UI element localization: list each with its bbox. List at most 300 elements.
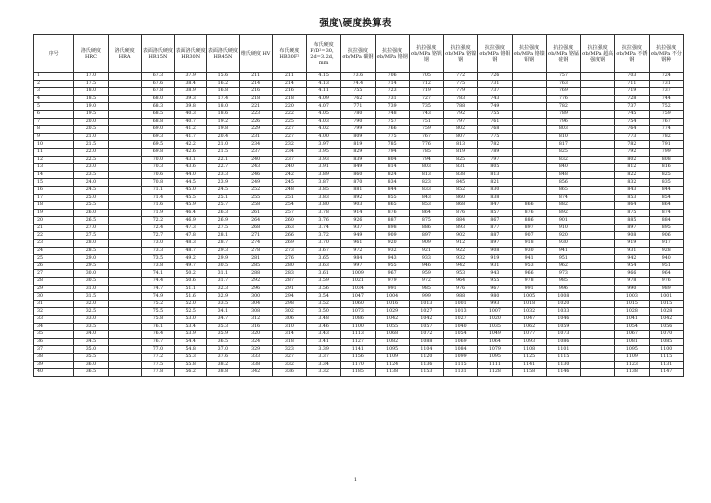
table-cell: 775 bbox=[444, 80, 478, 88]
table-cell: 848 bbox=[546, 171, 580, 179]
table-cell: 23.0 bbox=[74, 164, 108, 172]
table-cell: 310 bbox=[272, 323, 306, 331]
table-cell: 737 bbox=[649, 88, 683, 96]
table-cell: 14 bbox=[34, 171, 74, 179]
table-cell: 844 bbox=[375, 186, 409, 194]
table-cell: 3.46 bbox=[307, 323, 341, 331]
table-cell: 28.5 bbox=[74, 247, 108, 255]
table-cell: 797 bbox=[444, 118, 478, 126]
table-cell: 220 bbox=[272, 103, 306, 111]
table-cell: 54.8 bbox=[175, 346, 207, 354]
table-cell: 942 bbox=[615, 255, 649, 263]
table-cell: 1095 bbox=[478, 353, 512, 361]
table-row bbox=[34, 232, 684, 240]
table-cell bbox=[581, 148, 615, 156]
table-cell bbox=[512, 133, 546, 141]
table-cell: 803 bbox=[546, 126, 580, 134]
table-cell: 860 bbox=[444, 194, 478, 202]
table-cell: 864 bbox=[649, 202, 683, 210]
table-cell: 32.9 bbox=[207, 293, 239, 301]
table-cell: 1042 bbox=[409, 316, 443, 324]
table-cell: 283 bbox=[272, 270, 306, 278]
table-cell bbox=[581, 224, 615, 232]
table-cell: 10 bbox=[34, 141, 74, 149]
table-cell bbox=[581, 232, 615, 240]
table-cell: 943 bbox=[375, 255, 409, 263]
table-cell: 38.4 bbox=[175, 80, 207, 88]
table-cell bbox=[581, 164, 615, 172]
table-cell: 829 bbox=[341, 148, 375, 156]
table-cell bbox=[512, 148, 546, 156]
table-cell: 38 bbox=[34, 353, 74, 361]
table-cell: 3.61 bbox=[307, 270, 341, 278]
table-cell: 31.0 bbox=[74, 285, 108, 293]
table-cell: 1077 bbox=[512, 331, 546, 339]
table-cell: 268 bbox=[239, 224, 272, 232]
table-cell bbox=[581, 95, 615, 103]
table-cell bbox=[108, 202, 141, 210]
table-cell bbox=[108, 361, 141, 369]
table-cell: 719 bbox=[409, 88, 443, 96]
table-cell: 252 bbox=[239, 186, 272, 194]
table-cell: 1005 bbox=[512, 293, 546, 301]
table-cell: 254 bbox=[272, 202, 306, 210]
table-cell bbox=[581, 285, 615, 293]
table-cell: 22.1 bbox=[207, 156, 239, 164]
table-cell: 246 bbox=[239, 171, 272, 179]
table-cell: 830 bbox=[478, 186, 512, 194]
table-cell: 1130 bbox=[546, 361, 580, 369]
table-cell: 769 bbox=[546, 88, 580, 96]
table-cell: 789 bbox=[546, 110, 580, 118]
table-cell: 757 bbox=[375, 118, 409, 126]
table-cell: 71.1 bbox=[141, 186, 174, 194]
table-cell: 964 bbox=[444, 278, 478, 286]
table-cell: 1013 bbox=[444, 308, 478, 316]
table-cell: 52.5 bbox=[175, 308, 207, 316]
table-cell: 4.02 bbox=[307, 126, 341, 134]
table-cell: 748 bbox=[375, 110, 409, 118]
table-cell bbox=[108, 217, 141, 225]
table-cell: 1185 bbox=[341, 369, 375, 377]
table-row bbox=[34, 224, 684, 232]
table-cell: 1018 bbox=[512, 300, 546, 308]
table-cell: 73.0 bbox=[141, 240, 174, 248]
table-cell: 32.3 bbox=[207, 285, 239, 293]
table-cell: 1141 bbox=[512, 361, 546, 369]
table-cell: 909 bbox=[409, 240, 443, 248]
table-cell: 218 bbox=[239, 95, 272, 103]
table-cell: 34.7 bbox=[207, 316, 239, 324]
table-cell: 1115 bbox=[546, 353, 580, 361]
table-cell: 35.5 bbox=[74, 353, 108, 361]
table-cell: 774 bbox=[649, 126, 683, 134]
table-row bbox=[34, 164, 684, 172]
table-cell: 29.9 bbox=[207, 255, 239, 263]
table-cell: 3.52 bbox=[307, 300, 341, 308]
table-cell: 22.0 bbox=[74, 148, 108, 156]
table-cell: 298 bbox=[272, 300, 306, 308]
table-cell: 886 bbox=[512, 217, 546, 225]
column-header: 抗拉强度 σb/MPa 铬钒钢 bbox=[409, 35, 443, 73]
table-cell: 832 bbox=[615, 179, 649, 187]
table-cell: 1158 bbox=[512, 369, 546, 377]
table-cell: 897 bbox=[409, 232, 443, 240]
table-row bbox=[34, 95, 684, 103]
table-cell: 291 bbox=[272, 285, 306, 293]
table-cell: 1 bbox=[34, 73, 74, 81]
table-cell bbox=[581, 308, 615, 316]
table-cell: 1115 bbox=[444, 361, 478, 369]
table-cell: 797 bbox=[478, 156, 512, 164]
table-cell: 993 bbox=[478, 300, 512, 308]
table-cell bbox=[581, 361, 615, 369]
table-cell: 921 bbox=[409, 247, 443, 255]
table-cell: 33 bbox=[34, 316, 74, 324]
table-cell: 1007 bbox=[478, 308, 512, 316]
table-cell: 897 bbox=[615, 224, 649, 232]
table-cell: 1020 bbox=[478, 316, 512, 324]
table-cell: 38.2 bbox=[207, 361, 239, 369]
table-cell: 4.05 bbox=[307, 110, 341, 118]
table-cell: 226 bbox=[239, 118, 272, 126]
table-cell: 813 bbox=[478, 171, 512, 179]
table-cell: 8 bbox=[34, 126, 74, 134]
table-cell: 1035 bbox=[478, 323, 512, 331]
table-cell: 882 bbox=[546, 202, 580, 210]
table-cell: 855 bbox=[375, 194, 409, 202]
table-cell: 342 bbox=[239, 369, 272, 377]
table-cell: 35.3 bbox=[207, 323, 239, 331]
table-cell bbox=[512, 88, 546, 96]
table-cell: 876 bbox=[444, 209, 478, 217]
table-cell: 719 bbox=[615, 88, 649, 96]
table-cell: 21.5 bbox=[207, 148, 239, 156]
table-cell: 3.95 bbox=[307, 148, 341, 156]
table-cell: 706 bbox=[375, 73, 409, 81]
table-cell: 966 bbox=[615, 270, 649, 278]
table-cell: 1009 bbox=[341, 270, 375, 278]
table-cell: 237 bbox=[239, 148, 272, 156]
table-cell: 796 bbox=[546, 118, 580, 126]
table-cell: 978 bbox=[512, 278, 546, 286]
table-cell bbox=[108, 255, 141, 263]
table-cell: 3.85 bbox=[307, 186, 341, 194]
table-cell bbox=[108, 73, 141, 81]
table-cell: 37.6 bbox=[207, 353, 239, 361]
table-cell bbox=[512, 126, 546, 134]
table-cell bbox=[108, 323, 141, 331]
table-cell: 7 bbox=[34, 118, 74, 126]
table-cell: 278 bbox=[239, 247, 272, 255]
table-cell: 19.2 bbox=[207, 118, 239, 126]
table-cell: 979 bbox=[375, 278, 409, 286]
table-cell: 304 bbox=[239, 300, 272, 308]
table-cell: 31 bbox=[34, 300, 74, 308]
table-cell bbox=[512, 171, 546, 179]
table-cell: 68.3 bbox=[141, 103, 174, 111]
column-header: 洛氏硬度 HRA bbox=[108, 35, 141, 73]
table-cell: 816 bbox=[649, 164, 683, 172]
table-cell bbox=[581, 278, 615, 286]
table-cell bbox=[108, 300, 141, 308]
table-cell: 74.4 bbox=[141, 278, 174, 286]
table-cell: 41.2 bbox=[175, 126, 207, 134]
table-cell: 723 bbox=[375, 88, 409, 96]
table-cell: 1049 bbox=[478, 331, 512, 339]
table-cell: 36.5 bbox=[207, 338, 239, 346]
table-cell: 985 bbox=[546, 278, 580, 286]
table-cell: 1042 bbox=[375, 316, 409, 324]
table-cell: 790 bbox=[341, 118, 375, 126]
table-cell: 1055 bbox=[375, 323, 409, 331]
table-cell: 984 bbox=[341, 255, 375, 263]
table-cell: 940 bbox=[649, 255, 683, 263]
table-cell: 853 bbox=[409, 202, 443, 210]
table-cell: 754 bbox=[615, 118, 649, 126]
table-cell: 839 bbox=[341, 156, 375, 164]
table-cell bbox=[512, 103, 546, 111]
table-cell: 24.5 bbox=[74, 186, 108, 194]
table-cell: 46.9 bbox=[175, 217, 207, 225]
table-cell: 954 bbox=[615, 262, 649, 270]
table-cell: 49.2 bbox=[175, 255, 207, 263]
column-header: 表面洛氏硬度 HR30N bbox=[175, 35, 207, 73]
table-cell: 953 bbox=[444, 270, 478, 278]
table-cell: 959 bbox=[409, 270, 443, 278]
table-cell bbox=[108, 88, 141, 96]
table-cell: 821 bbox=[478, 179, 512, 187]
column-header: 抗拉强度 σb/MPa 碳钢 bbox=[341, 35, 375, 73]
table-cell bbox=[581, 171, 615, 179]
table-cell: 48.7 bbox=[175, 247, 207, 255]
table-cell bbox=[108, 95, 141, 103]
table-cell: 18.0 bbox=[74, 88, 108, 96]
table-cell: 32 bbox=[34, 308, 74, 316]
table-cell: 1131 bbox=[444, 369, 478, 377]
table-cell: 55.8 bbox=[175, 361, 207, 369]
table-cell bbox=[581, 103, 615, 111]
table-cell: 776 bbox=[546, 95, 580, 103]
table-cell: 74.1 bbox=[141, 270, 174, 278]
table-cell bbox=[108, 156, 141, 164]
table-row bbox=[34, 255, 684, 263]
table-cell: 48.3 bbox=[175, 240, 207, 248]
table-cell: 789 bbox=[478, 148, 512, 156]
table-cell: 1056 bbox=[649, 323, 683, 331]
table-row bbox=[34, 156, 684, 164]
table-cell: 897 bbox=[512, 224, 546, 232]
table-row bbox=[34, 278, 684, 286]
table-cell: 75.2 bbox=[141, 300, 174, 308]
table-cell: 819 bbox=[341, 141, 375, 149]
table-cell: 803 bbox=[409, 164, 443, 172]
table-cell: 292 bbox=[239, 278, 272, 286]
table-cell: 3.63 bbox=[307, 262, 341, 270]
table-cell: 1082 bbox=[375, 338, 409, 346]
table-cell bbox=[512, 186, 546, 194]
table-cell bbox=[108, 110, 141, 118]
table-cell: 26.3 bbox=[207, 209, 239, 217]
table-cell: 898 bbox=[375, 224, 409, 232]
table-cell: 25.1 bbox=[207, 194, 239, 202]
table-cell: 962 bbox=[546, 262, 580, 270]
table-cell: 1124 bbox=[375, 361, 409, 369]
table-cell: 1062 bbox=[512, 323, 546, 331]
table-row bbox=[34, 285, 684, 293]
table-cell: 3.89 bbox=[307, 171, 341, 179]
table-cell: 261 bbox=[239, 209, 272, 217]
table-cell: 867 bbox=[478, 217, 512, 225]
table-cell: 68.0 bbox=[141, 95, 174, 103]
table-row bbox=[34, 316, 684, 324]
table-cell bbox=[512, 194, 546, 202]
table-cell: 255 bbox=[239, 194, 272, 202]
column-header: 抗拉强度 σb/MPa 不锈钢 bbox=[615, 35, 649, 73]
table-row bbox=[34, 171, 684, 179]
table-cell bbox=[108, 80, 141, 88]
table-cell: 874 bbox=[649, 209, 683, 217]
table-cell: 755 bbox=[478, 110, 512, 118]
table-cell: 55.3 bbox=[175, 353, 207, 361]
table-cell bbox=[108, 148, 141, 156]
table-cell: 1004 bbox=[375, 293, 409, 301]
table-cell: 1054 bbox=[444, 331, 478, 339]
table-cell: 799 bbox=[649, 148, 683, 156]
table-cell: 1047 bbox=[341, 293, 375, 301]
table-cell: 745 bbox=[615, 110, 649, 118]
table-cell: 29.3 bbox=[207, 247, 239, 255]
table-cell: 211 bbox=[272, 73, 306, 81]
table-cell: 1060 bbox=[341, 300, 375, 308]
table-row bbox=[34, 103, 684, 111]
table-cell: 917 bbox=[649, 240, 683, 248]
table-cell: 813 bbox=[444, 141, 478, 149]
table-cell: 1041 bbox=[615, 316, 649, 324]
table-cell: 240 bbox=[272, 164, 306, 172]
table-cell: 34 bbox=[34, 323, 74, 331]
table-cell: 18 bbox=[34, 202, 74, 210]
table-cell: 323 bbox=[272, 346, 306, 354]
table-row bbox=[34, 331, 684, 339]
table-cell: 324 bbox=[239, 338, 272, 346]
table-cell: 45.5 bbox=[175, 194, 207, 202]
table-cell: 45.9 bbox=[175, 202, 207, 210]
table-cell bbox=[108, 353, 141, 361]
table-cell: 1068 bbox=[375, 331, 409, 339]
table-cell: 18.6 bbox=[207, 110, 239, 118]
table-row bbox=[34, 88, 684, 96]
table-cell: 1015 bbox=[615, 300, 649, 308]
table-cell: 779 bbox=[444, 88, 478, 96]
table-cell: 967 bbox=[375, 270, 409, 278]
table-cell: 714 bbox=[375, 80, 409, 88]
table-cell: 18.0 bbox=[207, 103, 239, 111]
table-cell: 884 bbox=[444, 217, 478, 225]
table-cell: 942 bbox=[444, 262, 478, 270]
table-cell: 1115 bbox=[649, 353, 683, 361]
table-cell: 21.0 bbox=[207, 141, 239, 149]
table-cell bbox=[581, 323, 615, 331]
table-cell bbox=[581, 179, 615, 187]
table-cell: 17 bbox=[34, 194, 74, 202]
table-cell: 4.09 bbox=[307, 95, 341, 103]
column-header: 布氏硬度 HB30F² bbox=[272, 35, 306, 73]
table-cell: 3.32 bbox=[307, 369, 341, 377]
table-cell: 296 bbox=[239, 285, 272, 293]
table-cell: 19.0 bbox=[74, 103, 108, 111]
table-cell: 1059 bbox=[546, 323, 580, 331]
table-row bbox=[34, 209, 684, 217]
table-cell bbox=[581, 141, 615, 149]
table-cell bbox=[581, 110, 615, 118]
table-cell: 52.0 bbox=[175, 300, 207, 308]
table-cell bbox=[581, 209, 615, 217]
table-cell: 903 bbox=[341, 202, 375, 210]
table-cell bbox=[581, 369, 615, 377]
table-cell: 772 bbox=[444, 73, 478, 81]
table-cell: 825 bbox=[649, 171, 683, 179]
table-cell: 788 bbox=[444, 103, 478, 111]
table-cell: 47.8 bbox=[175, 232, 207, 240]
table-cell: 744 bbox=[649, 95, 683, 103]
table-cell: 3.48 bbox=[307, 316, 341, 324]
table-cell: 34.5 bbox=[74, 338, 108, 346]
table-cell: 312 bbox=[239, 316, 272, 324]
table-cell bbox=[108, 240, 141, 248]
table-cell: 40.3 bbox=[175, 110, 207, 118]
table-cell: 876 bbox=[512, 209, 546, 217]
table-cell: 3.74 bbox=[307, 224, 341, 232]
table-cell: 989 bbox=[649, 285, 683, 293]
table-cell: 988 bbox=[444, 293, 478, 301]
table-cell: 69.3 bbox=[141, 133, 174, 141]
table-cell: 912 bbox=[444, 240, 478, 248]
table-cell: 805 bbox=[478, 164, 512, 172]
table-cell: 932 bbox=[444, 255, 478, 263]
table-cell: 47.3 bbox=[175, 224, 207, 232]
table-cell: 763 bbox=[546, 80, 580, 88]
table-cell: 1028 bbox=[649, 308, 683, 316]
table-cell: 1032 bbox=[512, 308, 546, 316]
table-cell bbox=[108, 270, 141, 278]
table-cell: 23.5 bbox=[74, 171, 108, 179]
table-cell: 13 bbox=[34, 164, 74, 172]
table-cell: 77.8 bbox=[141, 369, 174, 377]
table-cell: 1100 bbox=[649, 346, 683, 354]
table-cell: 881 bbox=[341, 186, 375, 194]
table-cell: 39 bbox=[34, 361, 74, 369]
table-cell: 838 bbox=[444, 171, 478, 179]
table-cell: 1104 bbox=[409, 346, 443, 354]
table-cell: 5 bbox=[34, 103, 74, 111]
table-cell bbox=[108, 278, 141, 286]
table-cell: 1138 bbox=[615, 369, 649, 377]
table-cell: 794 bbox=[375, 148, 409, 156]
table-cell: 991 bbox=[375, 285, 409, 293]
table-cell: 991 bbox=[512, 285, 546, 293]
table-row bbox=[34, 353, 684, 361]
table-cell: 1072 bbox=[409, 331, 443, 339]
table-cell: 743 bbox=[478, 95, 512, 103]
table-cell: 271 bbox=[239, 232, 272, 240]
table-cell: 31.1 bbox=[207, 270, 239, 278]
table-cell: 3.37 bbox=[307, 353, 341, 361]
table-cell: 822 bbox=[615, 171, 649, 179]
table-row bbox=[34, 369, 684, 377]
table-row bbox=[34, 118, 684, 126]
table-cell: 227 bbox=[272, 133, 306, 141]
